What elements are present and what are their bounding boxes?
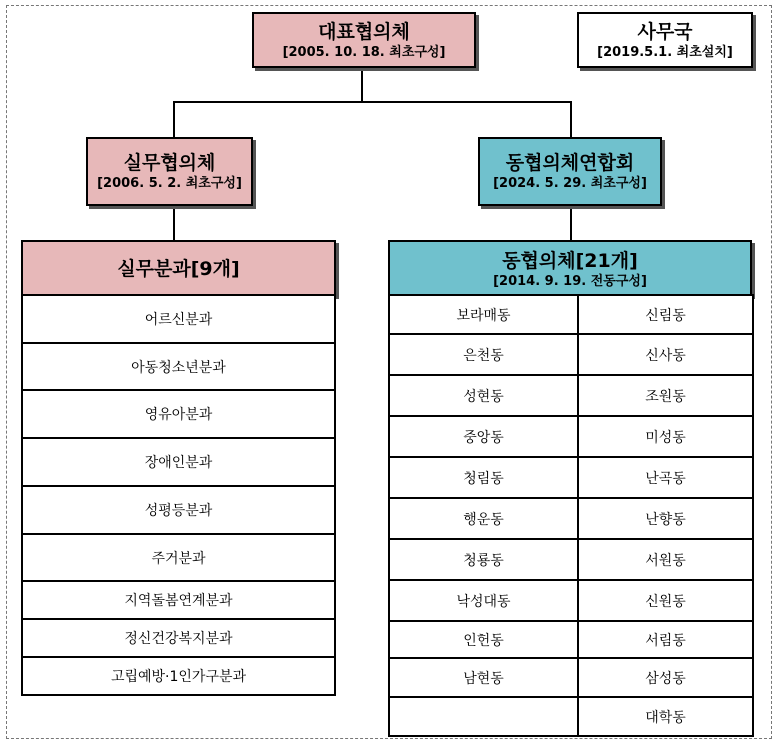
table-row [389, 457, 753, 498]
dong-cell: 성현동 [389, 375, 578, 416]
connector-horizontal [173, 101, 572, 103]
list-item [22, 438, 335, 486]
list-item [22, 295, 335, 343]
connector-right-bottom [570, 206, 572, 240]
office-title: 사무국 [637, 20, 693, 43]
subcommittees-header [21, 240, 336, 296]
table-row [389, 295, 753, 334]
dong-cell: 신림동 [578, 295, 753, 334]
connector-left-bottom [173, 206, 175, 240]
dong-cell: 삼성동 [578, 658, 753, 697]
dong-cell: 난향동 [578, 498, 753, 539]
connector-left-down [173, 101, 175, 137]
dong-federation-title: 동협의체연합회 [505, 152, 635, 174]
list-item [22, 581, 335, 619]
representative-council-title: 대표협의체 [318, 20, 410, 43]
dong-cell: 미성동 [578, 416, 753, 457]
representative-council-box [252, 12, 476, 68]
subcommittee-item: 어르신분과 [22, 295, 335, 343]
working-council-title: 실무협의체 [123, 152, 216, 174]
table-row [389, 334, 753, 375]
dong-cell: 낙성대동 [389, 580, 578, 621]
subcommittee-item: 지역돌봄연계분과 [22, 581, 335, 619]
dong-cell: 청림동 [389, 457, 578, 498]
list-item [22, 657, 335, 695]
list-item [22, 343, 335, 390]
representative-council-subtitle: [2005. 10. 18. 최초구성] [282, 44, 446, 60]
table-row [389, 697, 753, 736]
subcommittee-list [21, 294, 336, 696]
dong-federation-box [478, 137, 662, 206]
subcommittee-item: 영유아분과 [22, 390, 335, 438]
dong-federation-subtitle: [2024. 5. 29. 최초구성] [493, 176, 647, 191]
dong-cell: 중앙동 [389, 416, 578, 457]
list-item [22, 619, 335, 657]
working-council-box [86, 137, 253, 206]
subcommittee-item: 정신건강복지분과 [22, 619, 335, 657]
list-item [22, 534, 335, 581]
dong-cell: 조원동 [578, 375, 753, 416]
dong-councils-header-subtitle: [2014. 9. 19. 전동구성] [493, 273, 647, 289]
dong-cell: 청룡동 [389, 539, 578, 580]
dong-cell: 난곡동 [578, 457, 753, 498]
dong-cell: 대학동 [578, 697, 753, 736]
dong-cell: 신사동 [578, 334, 753, 375]
dong-cell [389, 697, 578, 736]
working-council-subtitle: [2006. 5. 2. 최초구성] [97, 176, 242, 191]
dong-cell: 남현동 [389, 658, 578, 697]
dong-cell: 서림동 [578, 621, 753, 658]
dong-cell: 신원동 [578, 580, 753, 621]
office-subtitle: [2019.5.1. 최초설치] [597, 44, 733, 60]
list-item [22, 486, 335, 534]
dong-cell: 서원동 [578, 539, 753, 580]
connector-right-down [570, 101, 572, 137]
table-row [389, 580, 753, 621]
office-box [577, 12, 753, 68]
table-row [389, 621, 753, 658]
list-item [22, 390, 335, 438]
table-row [389, 539, 753, 580]
subcommittee-item: 장애인분과 [22, 438, 335, 486]
table-row [389, 416, 753, 457]
subcommittee-item: 아동청소년분과 [22, 343, 335, 390]
subcommittee-item: 고립예방·1인가구분과 [22, 657, 335, 695]
table-row [389, 498, 753, 539]
subcommittees-header-title: 실무분과[9개] [117, 258, 240, 280]
dong-council-grid [388, 294, 754, 737]
dong-cell: 은천동 [389, 334, 578, 375]
table-row [389, 658, 753, 697]
dong-councils-header [388, 240, 752, 296]
dong-councils-header-title: 동협의체[21개] [502, 249, 638, 272]
table-row [389, 375, 753, 416]
dong-cell: 행운동 [389, 498, 578, 539]
dong-cell: 보라매동 [389, 295, 578, 334]
dong-cell: 인헌동 [389, 621, 578, 658]
subcommittee-item: 성평등분과 [22, 486, 335, 534]
connector-top-down [361, 68, 363, 102]
subcommittee-item: 주거분과 [22, 534, 335, 581]
